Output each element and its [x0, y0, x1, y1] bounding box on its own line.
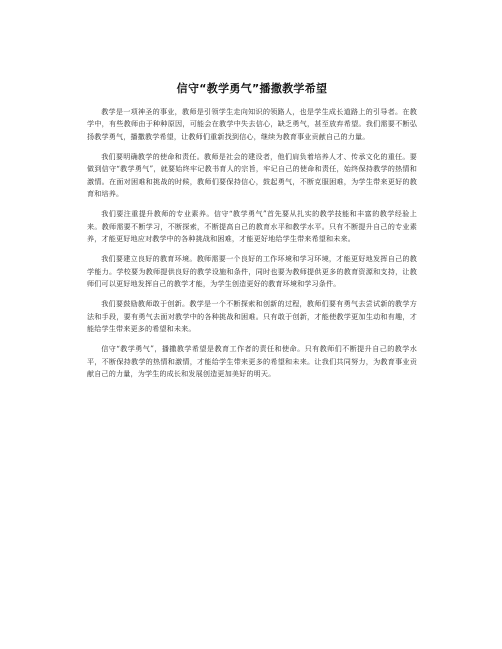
paragraph-intro: 教学是一项神圣的事业，教师是引领学生走向知识的领路人，也是学生成长道路上的引导者。在教学中，有些教师由于种种原因，可能会在教学中失去信心，缺乏勇气，甚至放弃希望。我们需要不断弘扬教学勇气，播撒教学希望，让教师们重新找到信心，继续为教育事业贡献自己的力量。 [87, 107, 417, 141]
paragraph-innovation: 我们要鼓励教师敢于创新。教学是一个不断探索和创新的过程，教师们要有勇气去尝试新的教学方法和手段，要有勇气去面对教学中的各种挑战和困难。只有敢于创新，才能使教学更加生动和有趣，才能给学生带来更多的希望和未来。 [87, 299, 417, 334]
paragraph-professionalism: 我们要注重提升教师的专业素养。信守“教学勇气”首先要从扎实的教学技能和丰富的教学经验上来。教师需要不断学习，不断探索，不断提高自己的教育水平和教学水平。只有不断提升自己的专业素养，才能更好地应对教学中的各种挑战和困难，才能更好地给学生带来希望和未来。 [87, 209, 417, 244]
document-body [87, 82, 417, 389]
document-title: 信守“教学勇气”播撒教学希望 [176, 82, 328, 95]
paragraph-environment: 我们要建立良好的教育环境。教师需要一个良好的工作环境和学习环境，才能更好地发挥自己的教学能力。学校要为教师提供良好的教学设施和条件，同时也要为教师提供更多的教育资源和支持，让教师们可以更好地发挥自己的教学才能，为学生创造更好的教育环境和学习条件。 [87, 254, 417, 289]
paragraph-conclusion: 信守“教学勇气”，播撒教学希望是教育工作者的责任和使命。只有教师们不断提升自己的教学水平，不断保持教学的热情和激情，才能给学生带来更多的希望和未来。让我们共同努力，为教育事业贡献自己的力量，为学生的成长和发展创造更加美好的明天。 [87, 344, 417, 379]
paragraph-mission: 我们要明确教学的使命和责任。教师是社会的建设者，他们肩负着培养人才、传承文化的重任。要做到信守“教学勇气”，就要始终牢记教书育人的宗旨，牢记自己的使命和责任，始终保持教学的热情和激情。在面对困难和挑战的时候，教师们要保持信心，鼓起勇气，不断克服困难，为学生带来更好的教育和培养。 [87, 152, 417, 199]
